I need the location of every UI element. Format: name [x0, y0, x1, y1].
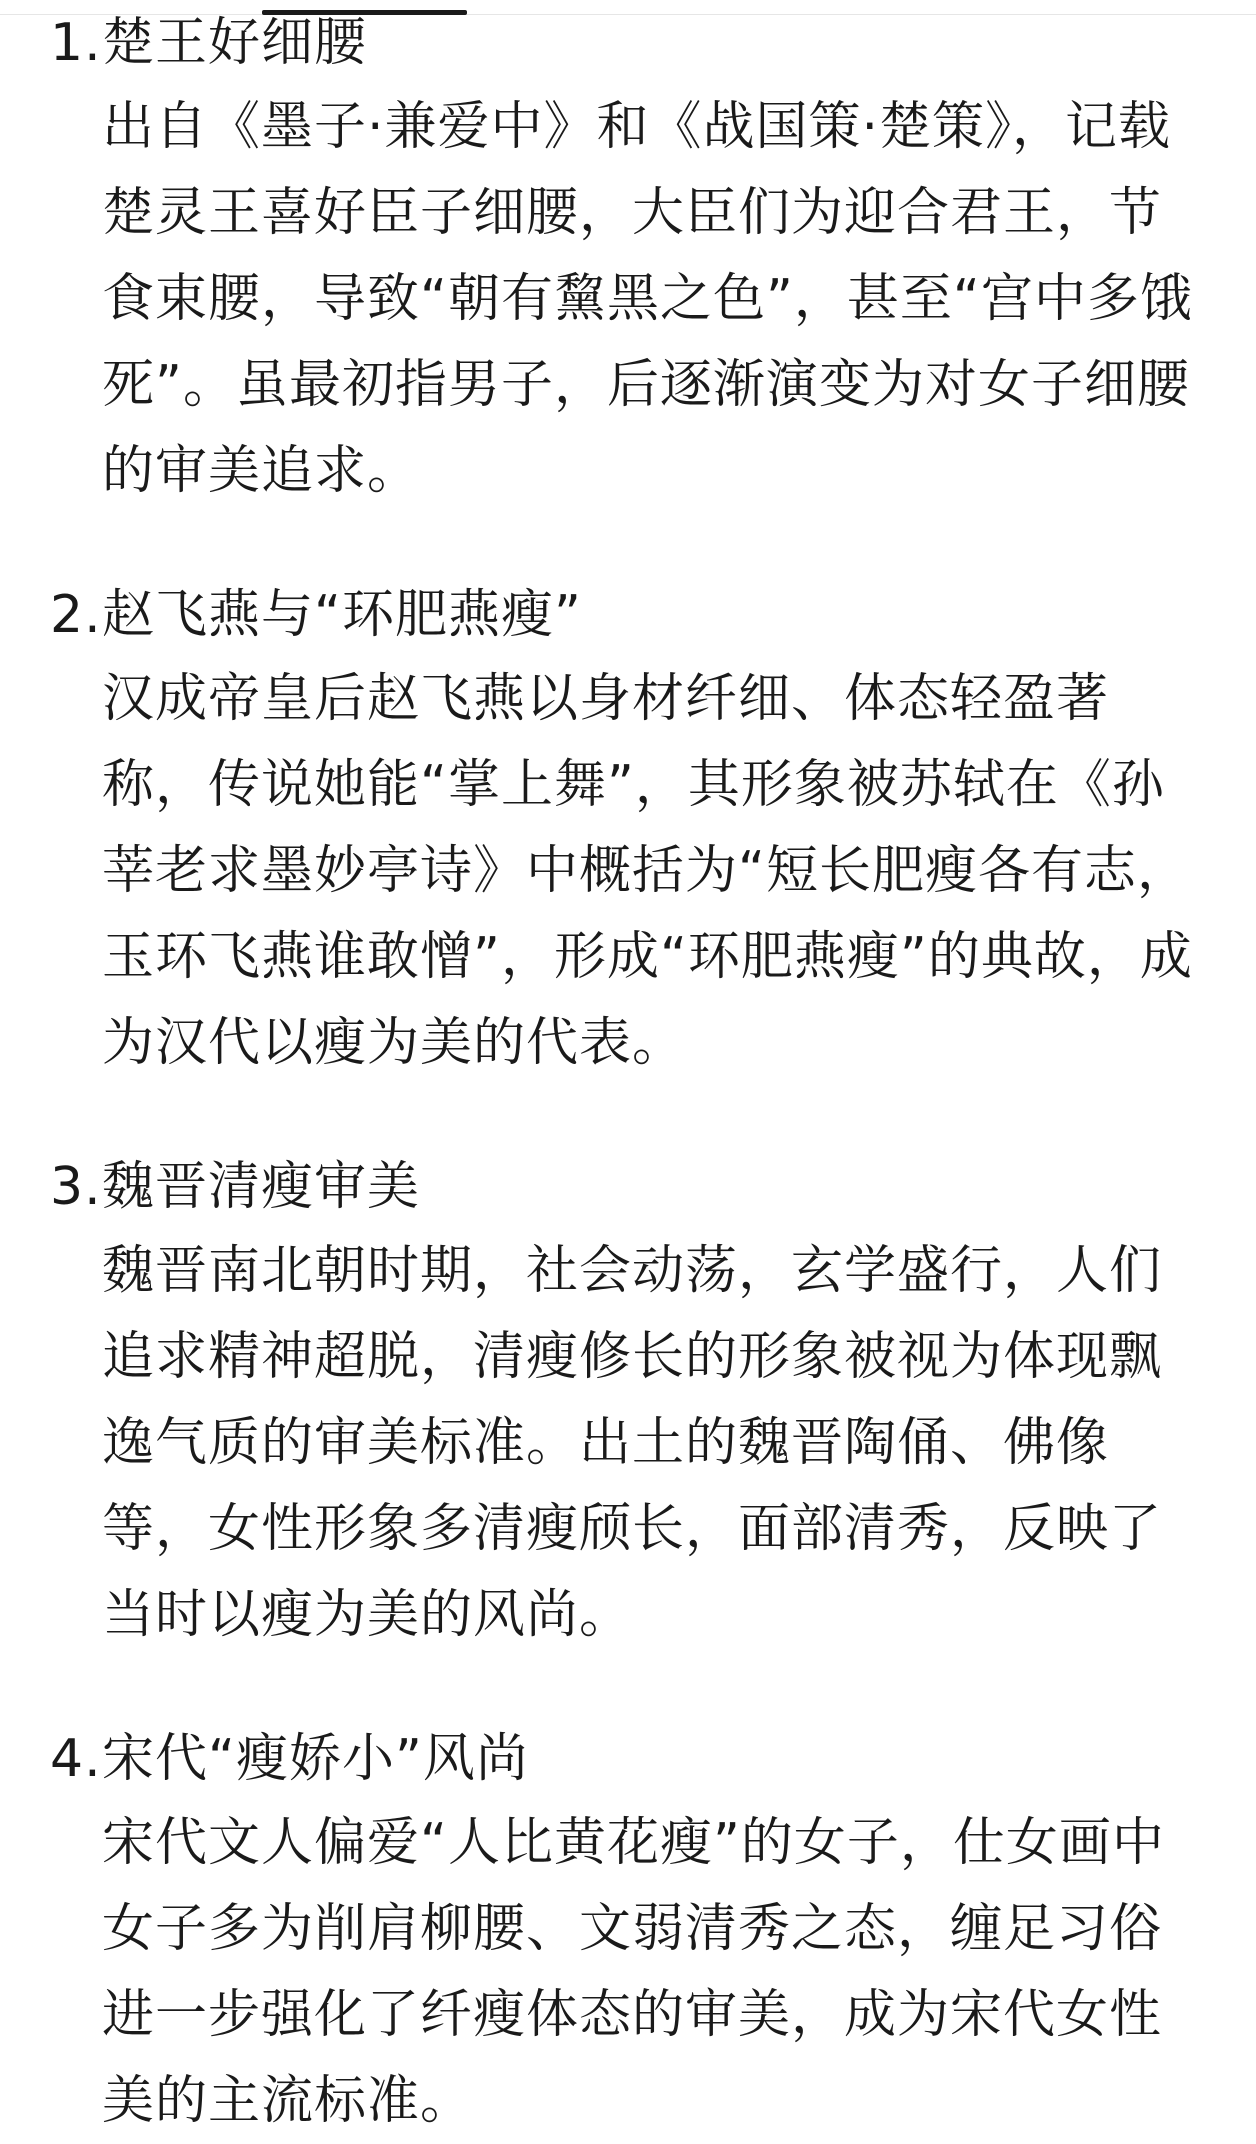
list-item [0, 1146, 1256, 1658]
item-title: 宋代“瘦娇小”风尚 [102, 1729, 529, 1789]
list-item [0, 574, 1256, 1086]
item-heading [50, 2, 1256, 84]
item-title: 赵飞燕与“环肥燕瘦” [102, 585, 582, 645]
article-content [0, 2, 1256, 2144]
list-item [0, 1718, 1256, 2144]
item-number: 1. [50, 13, 102, 73]
item-body: 出自《墨子·兼爱中》和《战国策·楚策》，记载楚灵王喜好臣子细腰，大臣们为迎合君王，节食束腰，导致“朝有黧黑之色”，甚至“宫中多饿死”。虽最初指男子，后逐渐演变为对女子细腰的审美追求。 [102, 97, 1193, 501]
item-number: 3. [50, 1157, 102, 1217]
item-body: 汉成帝皇后赵飞燕以身材纤细、体态轻盈著称，传说她能“掌上舞”，其形象被苏轼在《孙莘老求墨妙亭诗》中概括为“短长肥瘦各有志，玉环飞燕谁敢憎”，形成“环肥燕瘦”的典故，成为汉代以瘦为美的代表。 [102, 669, 1193, 1073]
list-item [0, 2, 1256, 514]
item-title: 楚王好细腰 [102, 13, 368, 73]
item-number: 4. [50, 1729, 102, 1789]
item-heading [50, 574, 1256, 656]
item-heading [50, 1718, 1256, 1800]
item-title: 魏晋清瘦审美 [102, 1157, 421, 1217]
item-body: 魏晋南北朝时期，社会动荡，玄学盛行，人们追求精神超脱，清瘦修长的形象被视为体现飘逸气质的审美标准。出土的魏晋陶俑、佛像等，女性形象多清瘦颀长，面部清秀，反映了当时以瘦为美的风尚。 [102, 1241, 1163, 1645]
item-body: 宋代文人偏爱“人比黄花瘦”的女子，仕女画中女子多为削肩柳腰、文弱清秀之态，缠足习俗进一步强化了纤瘦体态的审美，成为宋代女性美的主流标准。 [102, 1813, 1165, 2131]
item-heading [50, 1146, 1256, 1228]
item-number: 2. [50, 585, 102, 645]
